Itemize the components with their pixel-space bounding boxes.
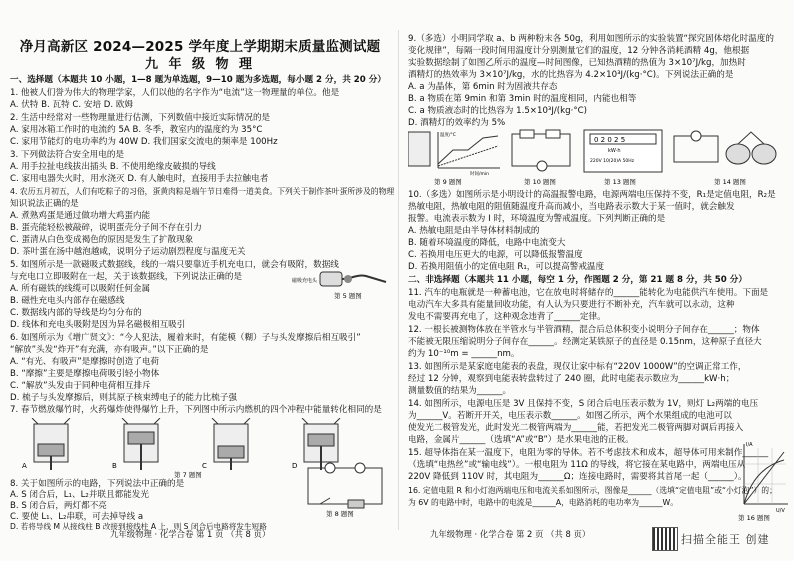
fig5-magnet-head	[344, 275, 352, 283]
q15-line-1: 15. 超导体指在某一温度下，电阻为零的导体。若不考虑技术和成本，超导体可用来制作______	[408, 448, 769, 458]
figure-14	[674, 131, 776, 186]
right-column	[400, 0, 794, 561]
section-1-heading: 一、选择题（本题共 10 小题，1—8 题为单选题，9—10 题为多选题，每小题 2 分，共 20 分）	[10, 75, 386, 85]
q10-stem-1: 10.（多选）如图所示是小明设计的高温报警电路，电源两端电压保持不变，R₁是定值电阻，R₂是	[408, 190, 776, 200]
q6-option-a: A. “有光、有吸声”是摩擦时创造了电荷	[10, 357, 160, 367]
fig9-caption: 第 9 题图	[434, 178, 462, 186]
q8-option-d: D. 若将导线 M 从接线柱 B 改接到接线柱 A 上，则 S 闭合后电路将发生短路	[10, 522, 267, 531]
page-footer-left: 九年级物理 · 化学合卷 第 1 页 （共 8 页）	[110, 529, 271, 539]
q11-line-3: 发电不需要再充电了，这种观念违背了______定律。	[408, 312, 606, 322]
q9-stem-3: 实验数据绘制了如图乙所示的温度—时间图像，已知热酒精的热值为 3×10⁷J/kg，加热时	[408, 58, 746, 68]
fig8-caption: 第 8 题图	[326, 510, 354, 517]
exam-title: 净月高新区 2024—2025 学年度上学期期末质量监测试题	[19, 39, 381, 55]
q10-stem-3: 报警。电流表示数为 I 时，环境温度为警戒温度。下列判断正确的是	[408, 214, 666, 224]
fig13-caption: 第 13 题图	[604, 178, 636, 186]
q4-option-c: C. 蛋清从白色变成褐色的原因是发生了扩散现象	[10, 235, 194, 245]
q6-option-c: C. “解放”头发由于同种电荷相互排斥	[10, 381, 151, 391]
fig8-switch	[320, 498, 330, 504]
fig7-label-a: A	[22, 462, 27, 470]
fig16-ylabel: I/A	[746, 442, 753, 448]
figure-9	[408, 131, 500, 186]
q15-line-2: （选填“电热丝”或“输电线”）。一根电阻为 11Ω 的导线，将它接在某电路中，两端电压从	[408, 460, 746, 470]
q4-stem: 4. 农历五月初五，人们有吃粽子的习俗，蛋黄肉粽是端午节日难得一道美食。下列关于制作茶叶蛋所涉及的物理	[10, 187, 395, 196]
fig13-meter-reading: 0 2 0 2 5	[594, 136, 626, 144]
q14-line-2: 为______V。若断开开关，电压表示数______。如图乙所示，两个水果组成的电池可以	[408, 411, 732, 421]
q8-option-b: B. S 闭合后，两灯都不亮	[10, 501, 107, 511]
q3-stem: 3. 下列做法符合安全用电的是	[10, 150, 125, 160]
fig7-engine-c	[212, 418, 250, 470]
q6-stem-2: “解放”头发“炸开”有充满，亦有吸声。”以下正确的是	[10, 345, 209, 355]
figure-5	[290, 262, 390, 302]
exam-subtitle: 九 年 级 物 理	[144, 57, 256, 72]
q4-option-b: B. 蛋壳能轻松被敲碎，说明蛋壳分子间不存在引力	[10, 223, 202, 233]
fig5-phone-port	[320, 272, 342, 286]
q3-options-ab: A. 用手拉扯电线拔出插头 B. 不使用绝缘皮破损的导线	[10, 162, 216, 172]
q13-line-1: 13. 如图所示是某家庭电能表的表盘，现仅让家中标有“220V 1000W”的空调正常工作，	[408, 362, 747, 372]
q9-option-b: B. a 物质在第 9min 和第 3min 时的温度相同，内能也相等	[408, 94, 637, 104]
fig9-xlabel: 时间/min	[470, 172, 490, 177]
q10-option-a: A. 热敏电阻是由半导体材料制成的	[408, 226, 540, 236]
q12-line-1: 12. 一根长被测物体放在半管水与半管酒精，混合后总体积变小说明分子间存在______；物体	[408, 325, 760, 335]
q7-stem: 7. 春节燃放爆竹时，火药爆炸使得爆竹上升，下列图中所示内燃机的四个冲程中能量转化相同的是	[10, 405, 382, 415]
q2-options-cd: C. 家用节能灯的电功率约为 40W D. 我们国家交流电的频率是 100Hz	[10, 137, 278, 147]
fig7-label-b: B	[112, 462, 117, 470]
fig8-circuit	[308, 468, 382, 504]
figure-8	[300, 462, 390, 517]
q6-option-d: D. 梳子与头发摩擦后，则其原子核束缚电子的能力比梳子强	[10, 393, 237, 403]
q6-option-b: B. “摩擦”主要是摩擦电荷吸引轻小物体	[10, 369, 160, 379]
q1-options: A. 伏特 B. 瓦特 C. 安培 D. 欧姆	[10, 100, 134, 110]
q6-stem: 6. 如图所示为《增广贤文》：“今人犯法，履着来时，有能模（糊）子与头发摩擦后相互吸引”	[10, 333, 361, 343]
fig16-caption: 第 16 题图	[738, 514, 770, 522]
q1-stem: 1. 他被人们誉为伟大的物理学家，人们以他的名字作为“电流”这一物理量的单位。他是	[10, 88, 340, 98]
q2-stem: 2. 生活中经常对一些物理量进行估测，下列数值中接近实际情况的是	[10, 113, 271, 123]
q10-option-c: C. 若换用电压更大的电源，可以降低报警温度	[408, 250, 583, 260]
q5-option-d: D. 线体和充电头吸附是因为异名磁极相互吸引	[10, 320, 186, 330]
q13-line-3: 测量数值的结果为______。	[408, 386, 512, 396]
fig7-engine-a	[32, 418, 70, 470]
q9-option-a: A. a 为晶体，第 6min 时为固液共存态	[408, 82, 558, 92]
q10-option-d: D. 若换用阻值小的定值电阻 R₁，可以提高警戒温度	[408, 262, 605, 272]
fig7-engine-b	[122, 418, 160, 470]
q5-option-b: B. 磁性充电头内部存在磁感线	[10, 296, 125, 306]
q4-option-d: D. 茶叶蛋在汤中越泡越咸，说明分子运动剧烈程度与温度无关	[10, 247, 246, 257]
q8-option-a: A. S 闭合后，L₁、L₂并联且都能发光	[10, 490, 149, 500]
q15-line-3: 220V 降低到 110V 时，其电阻为______Ω；连接电路时，需要将其首尾一起（______）。	[408, 472, 747, 482]
q11-line-2: 电动汽车大多具有能量回收功能，有人认为只要进行不断补充，汽车就可以永动，这种	[408, 300, 735, 310]
q5-stem: 5. 如图所示是一款磁吸式数据线，线的一端只要靠近手机充电口，就会有吸附，数据线	[10, 260, 339, 270]
q14-line-4: 电路，金属片______（选填“A”或“B”）是水果电池的正极。	[408, 435, 634, 445]
fig13-unit: kW·h	[608, 148, 621, 154]
scanner-brand-text: 扫描全能王 创建	[681, 533, 770, 546]
fig16-curve-lamp	[744, 460, 784, 504]
q2-options-ab: A. 家用冰箱工作时的电流约 5A B. 冬季，教室内的温度约为 35°C	[10, 125, 263, 135]
q5-option-c: C. 数据线内部的导线是均匀分布的	[10, 308, 142, 318]
fig8-battery	[348, 500, 364, 508]
fig16-line-resistor	[744, 452, 784, 504]
q16-line-1: 16. 定值电阻 R 和小灯泡两端电压和电流关系如图所示，图像是______（选填“定值电阻”或“小灯泡”）的；	[408, 486, 777, 495]
q4-option-a: A. 煮熟鸡蛋是通过做功增大鸡蛋内能	[10, 211, 151, 221]
q12-line-2: 不能被无限压缩说明分子间存在______。经测定某铁原子的直径是 0.15nm，这种原子直径大	[408, 337, 762, 347]
q4-stem-2: 知识说法正确的是	[10, 199, 79, 209]
column-divider	[398, 30, 399, 530]
q9-stem-1: 9.（多选）小明同学取 a、b 两种粉末各 50g，利用如图所示的实验装置“探究固体熔化时温度的	[408, 34, 774, 44]
figure-16	[734, 438, 790, 522]
q9-option-c: C. a 物质液态时的比热容为 1.5×10³J/(kg·°C)	[408, 106, 587, 116]
section-2-heading: 二、非选择题（本题共 11 小题，每空 1 分，作图题 2 分，第 21 题 8 分，共 50 分）	[408, 275, 747, 285]
scanner-logo-icon	[652, 527, 678, 551]
q9-stem-4: 酒精灯的热效率为 3×10⁷J/kg，水的比热容为 4.2×10³J/(kg·°C)。下列说法正确的是	[408, 70, 734, 80]
q14-line-3: 使发光二极管发光，此时发光二极管两端为______能，若把发光二极管两脚对调后再接入	[408, 423, 744, 433]
q12-line-3: 约为 10⁻¹⁰m = ______nm。	[408, 349, 520, 359]
q8-stem: 8. 关于如图所示的电路，下列说法中正确的是	[10, 479, 185, 489]
fig13-rating: 220V 10(20)A 50Hz	[590, 159, 635, 164]
fig16-xlabel: U/V	[776, 508, 785, 514]
fig14-caption: 第 14 题图	[714, 178, 746, 186]
fig7-label-c: C	[202, 462, 207, 470]
q14-line-1: 14. 如图所示，电源电压是 3V 且保持不变，S 闭合后电压表示数为 1V，则灯 L₂两端的电压	[408, 399, 759, 409]
fig8-lamp-l1	[325, 463, 335, 473]
fig5-caption: 第 5 题图	[334, 292, 362, 300]
q9-option-d: D. 酒精灯的效率约为 5%	[408, 118, 506, 128]
fig7-label-d: D	[292, 462, 298, 470]
fig9-ylabel: 温度/°C	[440, 133, 456, 138]
q13-line-2: 经过 12 分钟，观察到电能表转盘转过了 240 圈，此时电能表示数应为______kW·h；	[408, 374, 735, 384]
q10-option-b: B. 随着环境温度的降低，电路中电流变大	[408, 238, 566, 248]
page-footer-right: 九年级物理 · 化学合卷 第 2 页 （共 8 页）	[430, 529, 591, 539]
q16-line-2: 为 6V 的电路中时，电路中的电流是______A，电路消耗的电功率为______W。	[408, 498, 678, 507]
figure-10	[512, 130, 570, 186]
fig10-caption: 第 10 题图	[524, 178, 556, 186]
fig5-label: 磁吸充电头	[292, 278, 318, 284]
fig7-caption: 第 7 题图	[174, 471, 202, 478]
q5-stem-2: 与充电口立即吸附在一起，关于该数据线，下列说法正确的是	[10, 272, 243, 282]
fig8-lamp-l2	[355, 463, 365, 473]
q10-stem-2: 热敏电阻，热敏电阻的阻值随温度升高而减小，当电路表示数大于某一值时，就会触发	[408, 202, 735, 212]
q8-option-c: C. 要使 L₁、L₂串联，可去掉导线 a	[10, 512, 144, 522]
q5-option-a: A. 所有磁铁的线缆可以吸附任何金属	[10, 284, 151, 294]
figure-13	[584, 130, 662, 186]
q9-stem-2: 变化规律”，每隔一段时间用温度计分别测量它们的温度，12 分钟各消耗酒精 4g，他根据	[408, 46, 750, 56]
q3-options-cd: C. 家用电器失火时，用水浇灭 D. 有人触电时，直接用手去拉触电者	[10, 174, 269, 184]
q11-line-1: 11. 汽车的电瓶就是一种蓄电池，它在放电时将储存的______能转化为电能供汽车使用。下面是	[408, 288, 769, 298]
figure-row-9-14	[408, 128, 788, 186]
